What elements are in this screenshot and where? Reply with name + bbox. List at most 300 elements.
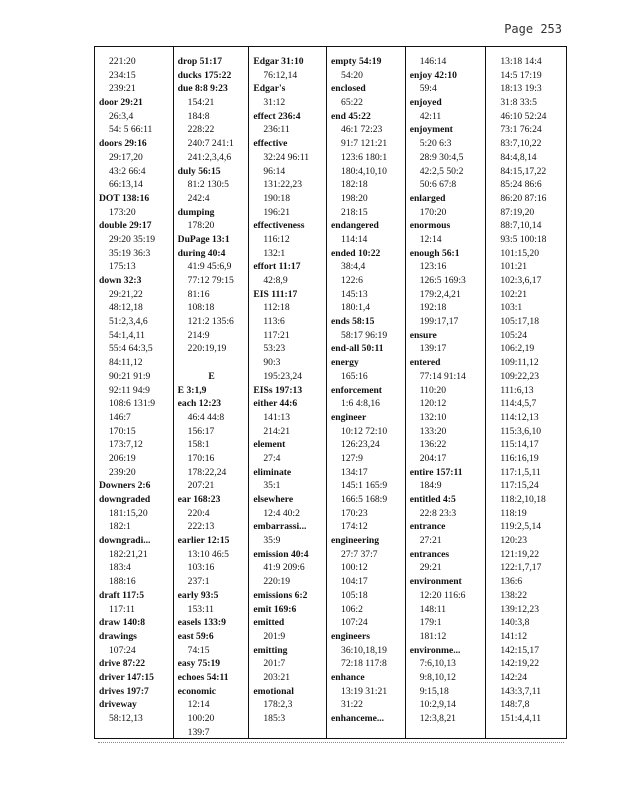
index-reference: 126:23,24 — [341, 439, 380, 451]
index-term: elsewhere — [253, 494, 294, 505]
index-reference: 140:3,8 — [500, 617, 530, 629]
index-reference: 239:21 — [109, 83, 136, 95]
index-reference: 105:17,18 — [500, 316, 540, 328]
index-term: doors 29:16 — [99, 138, 147, 150]
index-reference: 156:17 — [187, 425, 215, 437]
index-reference: 184:8 — [187, 110, 210, 122]
index-term: during 40:4 — [177, 247, 226, 259]
index-term: entrance — [409, 521, 446, 533]
index-reference: 84:11,12 — [109, 357, 143, 369]
index-reference: 236:11 — [263, 124, 290, 136]
index-term: drives 197:7 — [99, 685, 149, 697]
index-reference: 158:1 — [187, 439, 210, 451]
index-reference: 46:10 52:24 — [500, 110, 547, 122]
index-reference: 154:21 — [187, 97, 215, 109]
index-reference: 58:12,13 — [109, 713, 143, 724]
index-term: enclosed — [331, 83, 366, 95]
index-reference: 83:7,10,22 — [500, 138, 542, 150]
index-term: enormous — [409, 220, 451, 232]
index-reference: 185:3 — [263, 713, 286, 724]
index-term: enforcement — [331, 384, 382, 396]
index-reference: 74:15 — [187, 644, 210, 656]
index-term: drawings — [99, 630, 137, 642]
index-reference: 179:1 — [419, 617, 442, 629]
index-term: energy — [331, 357, 359, 369]
index-reference: 111:6,13 — [500, 384, 534, 396]
index-term: enjoyed — [409, 97, 442, 109]
index-reference: 18:13 19:3 — [500, 83, 542, 95]
index-reference: 86:20 87:16 — [500, 192, 547, 204]
index-term: enhanceme... — [331, 713, 385, 724]
index-reference: 32:24 96:11 — [263, 151, 310, 163]
index-reference: 180:1,4 — [341, 302, 371, 314]
index-reference: 36:10,18,19 — [341, 644, 387, 656]
index-term: early 93:5 — [177, 589, 219, 601]
index-reference: 174:12 — [341, 521, 368, 533]
index-reference: 104:17 — [341, 576, 368, 588]
index-reference: 73:1 76:24 — [500, 124, 542, 136]
index-reference: 228:22 — [187, 124, 215, 136]
index-term: DuPage 13:1 — [177, 233, 230, 245]
index-reference: 114:4,5,7 — [500, 398, 537, 410]
index-reference: 173:20 — [109, 206, 136, 218]
index-reference: 145:1 165:9 — [341, 480, 388, 492]
index-term: effect 236:4 — [253, 110, 301, 122]
index-term: entitled 4:5 — [409, 494, 456, 505]
index-reference: 241:2,3,4,6 — [187, 151, 232, 163]
index-term: either 44:6 — [253, 398, 298, 410]
index-term: enlarged — [409, 192, 446, 204]
index-reference: 101:21 — [500, 261, 528, 273]
index-reference: 132:1 — [263, 247, 286, 259]
index-reference: 41:9 209:6 — [263, 562, 305, 574]
index-reference: 108:18 — [187, 302, 215, 314]
index-reference: 151:4,4,11 — [500, 713, 542, 724]
index-reference: 180:4,10,10 — [341, 165, 387, 177]
index-term: down 32:3 — [99, 275, 142, 286]
index-term: draft 117:5 — [99, 589, 145, 601]
index-reference: 13:10 46:5 — [187, 548, 229, 560]
index-reference: 77:14 91:14 — [419, 370, 466, 382]
index-reference: 141:12 — [500, 630, 528, 642]
index-reference: 234:15 — [109, 69, 136, 81]
index-term: entrances — [409, 548, 450, 560]
index-term: enough 56:1 — [409, 247, 460, 259]
index-reference: 42:2,5 50:2 — [419, 165, 464, 177]
index-reference: 181:15,20 — [109, 507, 148, 519]
index-reference: 108:6 131:9 — [109, 398, 156, 410]
page-number: Page 253 — [504, 22, 562, 36]
index-term: driveway — [99, 699, 137, 711]
index-reference: 81:16 — [187, 288, 210, 300]
index-reference: 10:2,9,14 — [419, 699, 456, 711]
index-reference: 201:7 — [263, 658, 286, 670]
index-term: enjoyment — [409, 124, 453, 136]
index-term: easy 75:19 — [177, 658, 221, 670]
index-reference: 55:4 64:3,5 — [109, 343, 153, 355]
index-term: effective — [253, 138, 288, 150]
index-term: enhance — [331, 671, 365, 683]
index-reference: 93:5 100:18 — [500, 233, 547, 245]
index-term: end-all 50:11 — [331, 343, 384, 355]
index-reference: 10:12 72:10 — [341, 425, 388, 437]
index-reference: 119:2,5,14 — [500, 521, 542, 533]
index-reference: 29:21,22 — [109, 288, 143, 300]
index-reference: 117:21 — [263, 329, 290, 341]
index-reference: 146:14 — [419, 56, 447, 67]
index-reference: 204:17 — [419, 452, 447, 464]
index-reference: 46:4 44:8 — [187, 411, 225, 423]
index-reference: 220:4 — [187, 507, 210, 519]
index-reference: 123:16 — [419, 261, 447, 273]
index-term: each 12:23 — [177, 398, 222, 410]
index-reference: 105:18 — [341, 589, 368, 601]
index-reference: 102:3,6,17 — [500, 275, 542, 286]
index-reference: 133:20 — [419, 425, 447, 437]
index-reference: 100:12 — [341, 562, 368, 574]
index-reference: 237:1 — [187, 576, 210, 588]
index-reference: 138:22 — [500, 589, 528, 601]
index-reference: 113:6 — [263, 316, 285, 328]
index-reference: 51:2,3,4,6 — [109, 316, 148, 328]
index-reference: 109:22,23 — [500, 370, 540, 382]
index-reference: 183:4 — [109, 562, 131, 574]
index-reference: 58:17 96:19 — [341, 329, 388, 341]
index-reference: 43:2 66:4 — [109, 165, 146, 177]
index-term: drop 51:17 — [177, 56, 223, 67]
index-reference: 105:24 — [500, 329, 528, 341]
index-term: ducks 175:22 — [177, 69, 232, 81]
index-reference: 72:18 117:8 — [341, 658, 387, 670]
index-reference: 220:19,19 — [187, 343, 227, 355]
index-column-6 — [485, 47, 566, 738]
index-term: empty 54:19 — [331, 56, 382, 67]
index-reference: 115:14,17 — [500, 439, 539, 451]
index-term: emitted — [253, 617, 285, 629]
index-reference: 239:20 — [109, 466, 136, 478]
index-reference: 146:7 — [109, 411, 131, 423]
index-reference: 101:15,20 — [500, 247, 540, 259]
index-reference: 87:19,20 — [500, 206, 535, 218]
index-reference: 118:19 — [500, 507, 527, 519]
index-reference: 115:3,6,10 — [500, 425, 542, 437]
index-reference: 143:3,7,11 — [500, 685, 542, 697]
index-reference: 206:19 — [109, 452, 136, 464]
index-reference: 54:1,4,11 — [109, 329, 145, 341]
index-reference: 170:20 — [419, 206, 447, 218]
index-reference: 126:5 169:3 — [419, 275, 466, 286]
index-term: endangered — [331, 220, 379, 232]
index-column-5 — [405, 47, 486, 738]
index-reference: 184:9 — [419, 480, 442, 492]
index-reference: 120:12 — [419, 398, 447, 410]
index-reference: 31:12 — [263, 97, 286, 109]
index-reference: 145:13 — [341, 288, 368, 300]
index-reference: 214:21 — [263, 425, 291, 437]
index-reference: 136:6 — [500, 576, 523, 588]
index-term: engineering — [331, 535, 379, 547]
index-reference: 148:11 — [419, 603, 446, 615]
index-reference: 29:17,20 — [109, 151, 143, 163]
index-reference: 182:21,21 — [109, 548, 148, 560]
index-reference: 12:14 — [419, 233, 442, 245]
index-term: embarrassi... — [253, 521, 307, 533]
index-reference: 207:21 — [187, 480, 215, 492]
index-reference: 41:9 45:6,9 — [187, 261, 232, 273]
index-column-3 — [248, 47, 326, 738]
index-reference: 1:6 4:8,16 — [341, 398, 380, 410]
index-term: end 45:22 — [331, 110, 371, 122]
index-reference: 196:21 — [263, 206, 291, 218]
index-reference: 188:16 — [109, 576, 136, 588]
index-reference: 9:8,10,12 — [419, 671, 456, 683]
index-reference: 102:21 — [500, 288, 528, 300]
letter-heading: E — [208, 370, 216, 382]
index-reference: 106:2,19 — [500, 343, 535, 355]
index-reference: 91:7 121:21 — [341, 138, 388, 150]
index-reference: 178:22,24 — [187, 466, 227, 478]
index-reference: 198:20 — [341, 192, 368, 204]
index-reference: 84:4,8,14 — [500, 151, 537, 163]
index-reference: 90:21 91:9 — [109, 370, 151, 382]
index-term: emissions 6:2 — [253, 589, 308, 601]
index-reference: 220:19 — [263, 576, 291, 588]
index-reference: 106:2 — [341, 603, 363, 615]
index-reference: 31:8 33:5 — [500, 97, 537, 109]
index-reference: 96:14 — [263, 165, 286, 177]
index-reference: 28:9 30:4,5 — [419, 151, 464, 163]
index-reference: 109:11,12 — [500, 357, 539, 369]
index-term: ensure — [409, 329, 437, 341]
index-reference: 92:11 94:9 — [109, 384, 150, 396]
index-reference: 27:4 — [263, 452, 281, 464]
index-term: easels 133:9 — [177, 617, 226, 629]
index-reference: 118:2,10,18 — [500, 494, 546, 505]
index-reference: 117:11 — [109, 603, 135, 615]
index-reference: 218:15 — [341, 206, 368, 218]
index-reference: 221:20 — [109, 56, 136, 67]
index-reference: 122:6 — [341, 275, 363, 286]
index-term: Edgar 31:10 — [253, 56, 304, 67]
index-reference: 190:18 — [263, 192, 291, 204]
index-term: Downers 2:6 — [99, 480, 151, 492]
index-reference: 42:11 — [419, 110, 442, 122]
index-reference: 165:16 — [341, 370, 368, 382]
index-reference: 12:20 116:6 — [419, 589, 466, 601]
index-reference: 88:7,10,14 — [500, 220, 542, 232]
index-reference: 173:7,12 — [109, 439, 143, 451]
index-reference: 42:8,9 — [263, 275, 288, 286]
index-term: DOT 138:16 — [99, 192, 150, 204]
index-term: downgradi... — [99, 535, 151, 547]
index-reference: 203:21 — [263, 671, 291, 683]
index-reference: 29:21 — [419, 562, 442, 574]
index-reference: 12:3,8,21 — [419, 713, 456, 724]
index-reference: 90:3 — [263, 357, 281, 369]
index-reference: 114:12,13 — [500, 411, 539, 423]
index-reference: 131:22,23 — [263, 179, 303, 191]
index-reference: 65:22 — [341, 97, 363, 109]
index-term: Edgar's — [253, 83, 286, 95]
index-reference: 148:7,8 — [500, 699, 530, 711]
index-reference: 178:2,3 — [263, 699, 293, 711]
index-reference: 100:20 — [187, 713, 215, 724]
index-reference: 166:5 168:9 — [341, 494, 388, 505]
index-reference: 179:2,4,21 — [419, 288, 461, 300]
index-reference: 107:24 — [341, 617, 368, 629]
index-reference: 120:23 — [500, 535, 528, 547]
index-reference: 103:16 — [187, 562, 215, 574]
index-term: eliminate — [253, 466, 292, 478]
index-reference: 141:13 — [263, 411, 291, 423]
index-term: duly 56:15 — [177, 165, 221, 177]
index-reference: 81:2 130:5 — [187, 179, 229, 191]
index-reference: 201:9 — [263, 630, 286, 642]
index-reference: 199:17,17 — [419, 316, 459, 328]
index-term: environme... — [409, 644, 461, 656]
index-term: draw 140:8 — [99, 617, 146, 629]
index-reference: 35:19 36:3 — [109, 247, 151, 259]
index-reference: 85:24 86:6 — [500, 179, 542, 191]
index-reference: 127:9 — [341, 452, 363, 464]
index-reference: 27:21 — [419, 535, 442, 547]
index-reference: 13:19 31:21 — [341, 685, 388, 697]
blank-line — [178, 356, 247, 370]
index-reference: 54:20 — [341, 69, 363, 81]
index-term: ends 58:15 — [331, 316, 375, 328]
index-reference: 7:6,10,13 — [419, 658, 456, 670]
index-reference: 142:19,22 — [500, 658, 540, 670]
index-reference: 136:22 — [419, 439, 447, 451]
index-reference: 14:5 17:19 — [500, 69, 542, 81]
index-reference: 103:1 — [500, 302, 523, 314]
index-term: ended 10:22 — [331, 247, 381, 259]
index-term: effort 11:17 — [253, 261, 301, 273]
index-reference: 182:1 — [109, 521, 131, 533]
index-reference: 175:13 — [109, 261, 136, 273]
index-reference: 242:4 — [187, 192, 210, 204]
index-term: economic — [177, 685, 217, 697]
index-term: engineer — [331, 411, 367, 423]
index-reference: 170:15 — [109, 425, 136, 437]
index-reference: 123:6 180:1 — [341, 151, 388, 163]
index-term: entire 157:11 — [409, 466, 463, 478]
index-reference: 107:24 — [109, 644, 136, 656]
index-reference: 170:23 — [341, 507, 368, 519]
index-term: due 8:8 9:23 — [177, 83, 228, 95]
index-reference: 192:18 — [419, 302, 447, 314]
index-reference: 170:16 — [187, 452, 215, 464]
index-reference: 22:8 23:3 — [419, 507, 457, 519]
index-reference: 110:20 — [419, 384, 446, 396]
index-term: downgraded — [99, 494, 151, 505]
index-reference: 178:20 — [187, 220, 215, 232]
page-footer-rule — [98, 742, 564, 747]
index-term: effectiveness — [253, 220, 305, 232]
index-reference: 9:15,18 — [419, 685, 449, 697]
index-reference: 29:20 35:19 — [109, 233, 156, 245]
index-term: door 29:21 — [99, 97, 143, 109]
index-reference: 121:2 135:6 — [187, 316, 234, 328]
index-reference: 50:6 67:8 — [419, 179, 457, 191]
index-reference: 181:12 — [419, 630, 447, 642]
index-reference: 112:18 — [263, 302, 290, 314]
index-reference: 142:24 — [500, 671, 528, 683]
index-reference: 240:7 241:1 — [187, 138, 234, 150]
index-term: emitting — [253, 644, 288, 656]
index-reference: 46:1 72:23 — [341, 124, 383, 136]
index-term: environment — [409, 576, 462, 588]
index-term: EIS 111:17 — [253, 288, 298, 300]
index-reference: 117:15,24 — [500, 480, 539, 492]
index-reference: 48:12,18 — [109, 302, 143, 314]
index-term: emit 169:6 — [253, 603, 297, 615]
index-reference: 66:13,14 — [109, 179, 143, 191]
index-reference: 116:12 — [263, 233, 290, 245]
index-reference: 222:13 — [187, 521, 215, 533]
index-reference: 114:14 — [341, 233, 368, 245]
index-column-4 — [326, 47, 405, 738]
index-reference: 139:7 — [187, 726, 210, 738]
index-reference: 59:4 — [419, 83, 437, 95]
index-reference: 27:7 37:7 — [341, 548, 378, 560]
index-reference: 84:15,17,22 — [500, 165, 547, 177]
index-reference: 54: 5 66:11 — [109, 124, 153, 136]
index-reference: 117:1,5,11 — [500, 466, 541, 478]
index-reference: 122:1,7,17 — [500, 562, 542, 574]
index-reference: 38:4,4 — [341, 261, 366, 273]
index-term: earlier 12:15 — [177, 535, 230, 547]
index-term: EISs 197:13 — [253, 384, 303, 396]
index-term: emotional — [253, 685, 294, 697]
index-reference: 214:9 — [187, 329, 210, 341]
index-reference: 77:12 79:15 — [187, 275, 234, 286]
index-reference: 195:23,24 — [263, 370, 303, 382]
index-reference: 182:18 — [341, 179, 368, 191]
index-reference: 121:19,22 — [500, 548, 540, 560]
index-term: E 3:1,9 — [177, 384, 207, 396]
index-term: enjoy 42:10 — [409, 69, 457, 81]
index-reference: 31:22 — [341, 699, 363, 711]
index-reference: 132:10 — [419, 411, 447, 423]
index-reference: 5:20 6:3 — [419, 138, 452, 150]
index-term: east 59:6 — [177, 630, 214, 642]
index-reference: 153:11 — [187, 603, 214, 615]
index-term: echoes 54:11 — [177, 671, 229, 683]
index-reference: 53:23 — [263, 343, 286, 355]
index-reference: 134:17 — [341, 466, 368, 478]
index-reference: 116:16,19 — [500, 452, 539, 464]
index-reference: 139:17 — [419, 343, 447, 355]
index-reference: 35:9 — [263, 535, 281, 547]
index-term: ear 168:23 — [177, 494, 221, 505]
index-column-1 — [95, 47, 173, 738]
index-reference: 139:12,23 — [500, 603, 540, 615]
index-reference: 76:12,14 — [263, 69, 298, 81]
index-term: drive 87:22 — [99, 658, 146, 670]
index-term: entered — [409, 357, 441, 369]
index-reference: 142:15,17 — [500, 644, 540, 656]
index-reference: 35:1 — [263, 480, 281, 492]
index-reference: 13:18 14:4 — [500, 56, 542, 67]
index-term: driver 147:15 — [99, 671, 154, 683]
index-term: engineers — [331, 630, 370, 642]
index-column-2 — [173, 47, 249, 738]
index-term: element — [253, 439, 286, 451]
index-reference: 12:4 40:2 — [263, 507, 300, 519]
index-reference: 26:3,4 — [109, 110, 134, 122]
index-reference: 12:14 — [187, 699, 210, 711]
